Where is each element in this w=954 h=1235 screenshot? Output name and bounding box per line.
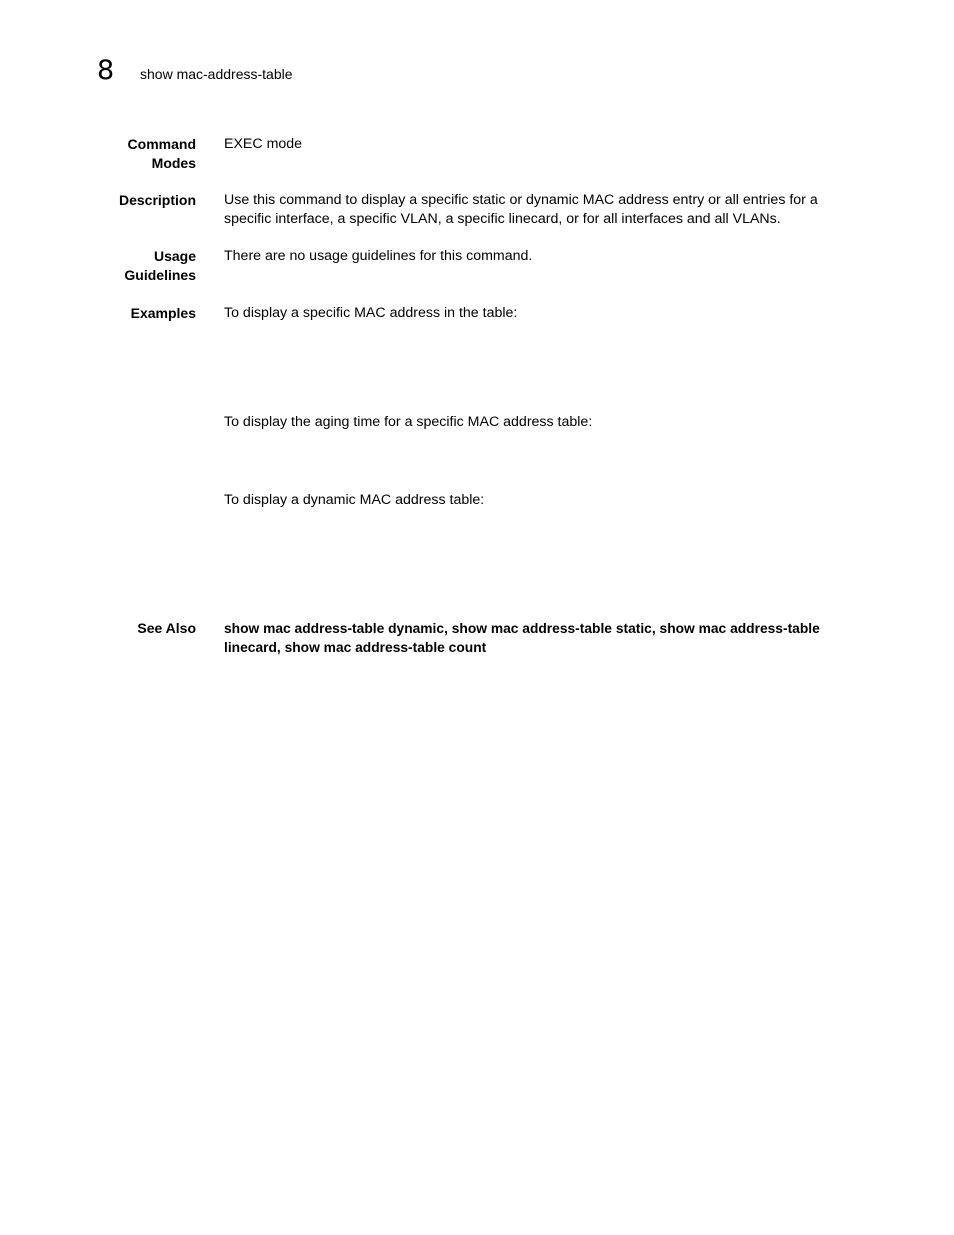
label-line: Command <box>127 136 196 152</box>
label-line: Usage <box>153 248 196 264</box>
section-body-see-also <box>224 619 854 657</box>
see-also-line: linecard, show mac address-table count <box>224 640 487 655</box>
section-label-usage-guidelines <box>66 247 196 285</box>
section-label-see-also: See Also <box>137 620 196 636</box>
body-line: specific interface, a specific VLAN, a specific linecard, or for all interfaces and all VLANs. <box>224 211 781 227</box>
see-also-line: show mac address-table dynamic, show mac address-table static, show mac address-table <box>224 621 820 636</box>
label-line: Modes <box>151 155 196 171</box>
section-body-usage-guidelines: There are no usage guidelines for this command. <box>224 248 533 264</box>
section-body-command-modes: EXEC mode <box>224 136 303 152</box>
chapter-number: 8 <box>97 55 115 86</box>
section-label-description: Description <box>118 192 196 208</box>
example-item: To display a specific MAC address in the table: <box>224 305 518 321</box>
example-item: To display a dynamic MAC address table: <box>224 492 485 508</box>
section-body-description <box>224 191 854 229</box>
running-title: show mac-address-table <box>140 66 293 82</box>
section-label-command-modes <box>66 135 196 173</box>
example-item: To display the aging time for a specific MAC address table: <box>224 414 593 430</box>
body-line: Use this command to display a specific static or dynamic MAC address entry or all entries for a <box>224 192 818 208</box>
label-line: Guidelines <box>124 267 196 283</box>
section-label-examples: Examples <box>130 305 196 321</box>
